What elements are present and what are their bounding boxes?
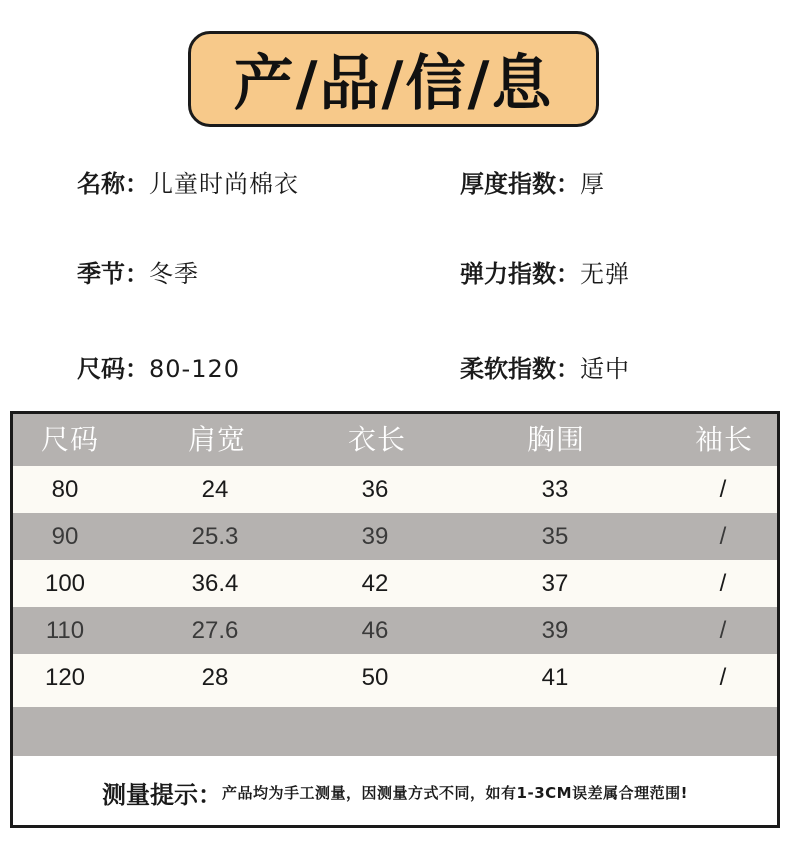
header-sleeve: 袖长 <box>694 423 754 456</box>
cell-length: 42 <box>361 570 389 597</box>
info-name <box>77 164 299 199</box>
cell-sleeve: / <box>719 664 727 691</box>
cell-length: 36 <box>361 476 389 503</box>
cell-size: 100 <box>44 570 86 597</box>
table-row <box>13 654 777 707</box>
cell-chest: 35 <box>541 523 569 550</box>
info-size <box>77 349 240 384</box>
info-elasticity-label: 弹力指数： <box>460 260 580 288</box>
info-elasticity-value: 无弹 <box>580 260 630 288</box>
cell-chest: 37 <box>541 570 569 597</box>
info-size-label: 尺码： <box>77 355 149 383</box>
header-chest: 胸围 <box>526 423 586 456</box>
cell-sleeve: / <box>719 523 727 550</box>
table-row <box>13 466 777 513</box>
header-length: 衣长 <box>347 423 407 456</box>
info-name-value: 儿童时尚棉衣 <box>149 170 299 198</box>
page-title: 产/品/信/息 <box>188 31 599 127</box>
info-season-label: 季节： <box>77 260 149 288</box>
info-season-value: 冬季 <box>149 260 199 288</box>
table-row <box>13 560 777 607</box>
info-name-label: 名称： <box>77 170 149 198</box>
info-elasticity <box>460 254 630 289</box>
cell-size: 90 <box>51 523 79 550</box>
cell-length: 50 <box>361 664 389 691</box>
cell-sleeve: / <box>719 476 727 503</box>
header-size: 尺码 <box>40 423 100 456</box>
cell-sleeve: / <box>719 570 727 597</box>
info-softness-value: 适中 <box>580 355 630 383</box>
cell-shoulder: 28 <box>201 664 229 691</box>
cell-size: 80 <box>51 476 79 503</box>
info-thickness <box>460 164 605 199</box>
table-row <box>13 607 777 654</box>
info-size-value: 80-120 <box>149 355 241 383</box>
cell-sleeve: / <box>719 617 727 644</box>
size-table <box>10 411 780 828</box>
cell-chest: 41 <box>541 664 569 691</box>
cell-shoulder: 24 <box>201 476 229 503</box>
note-label: 测量提示： <box>102 780 223 809</box>
cell-chest: 33 <box>541 476 569 503</box>
info-thickness-label: 厚度指数： <box>460 170 580 198</box>
cell-length: 46 <box>361 617 389 644</box>
cell-shoulder: 27.6 <box>191 617 239 644</box>
header-shoulder: 肩宽 <box>187 423 247 456</box>
cell-chest: 39 <box>541 617 569 644</box>
info-softness-label: 柔软指数： <box>460 355 580 383</box>
measurement-note <box>13 756 777 828</box>
table-header <box>13 414 777 466</box>
table-empty-row <box>13 707 777 756</box>
info-softness <box>460 349 630 384</box>
cell-size: 110 <box>45 617 85 644</box>
cell-shoulder: 25.3 <box>191 523 239 550</box>
note-text: 产品均为手工测量，因测量方式不同，如有1-3CM误差属合理范围! <box>222 783 688 802</box>
cell-length: 39 <box>361 523 389 550</box>
info-thickness-value: 厚 <box>580 170 605 198</box>
table-row <box>13 513 777 560</box>
info-season <box>77 254 199 289</box>
cell-shoulder: 36.4 <box>191 570 239 597</box>
cell-size: 120 <box>44 664 86 691</box>
